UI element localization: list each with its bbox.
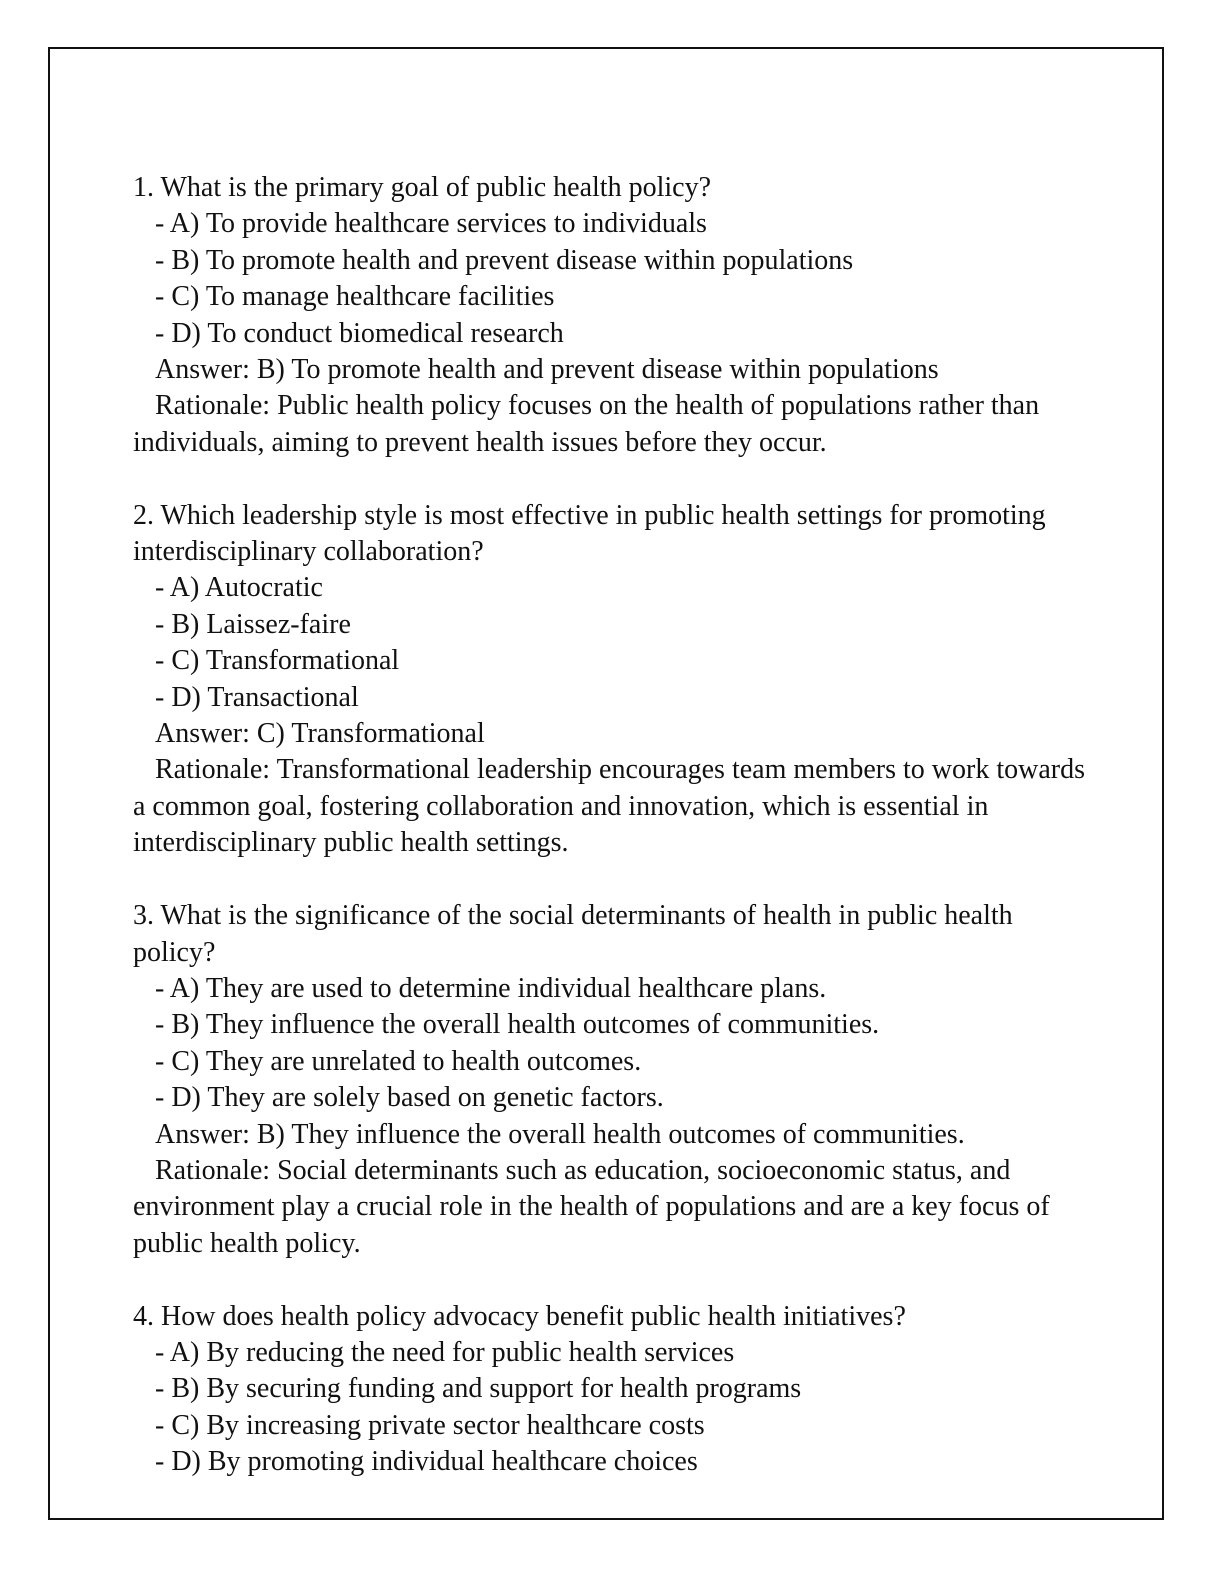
question-text: 1. What is the primary goal of public health policy? xyxy=(133,172,711,203)
question-block-3 xyxy=(133,898,1093,1262)
option-c: - C) By increasing private sector healthcare costs xyxy=(155,1409,705,1441)
question-text: 4. How does health policy advocacy benefit public health initiatives? xyxy=(133,1300,906,1332)
option-b: - B) They influence the overall health outcomes of communities. xyxy=(155,1009,880,1041)
rationale-text: Rationale: Transformational leadership encourages team members to work towards a common goal, fostering collaboration and innovation, which is essential in interdisciplinary public health settings. xyxy=(133,754,1085,859)
option-c: - C) Transformational xyxy=(155,645,400,677)
answer-text: Answer: C) Transformational xyxy=(155,718,485,750)
rationale-text: Rationale: Social determinants such as education, socioeconomic status, and environment play a crucial role in the health of populations and are a key focus of public health policy. xyxy=(133,1154,1050,1259)
option-b: - B) To promote health and prevent disease within populations xyxy=(155,244,854,276)
option-c: - C) They are unrelated to health outcomes. xyxy=(155,1045,642,1077)
option-d: - D) By promoting individual healthcare choices xyxy=(155,1446,698,1478)
option-a: - A) By reducing the need for public health services xyxy=(155,1336,735,1368)
question-text: 2. Which leadership style is most effective in public health settings for promoting interdisciplinary collaboration? xyxy=(133,499,1046,568)
option-c: - C) To manage healthcare facilities xyxy=(155,281,555,313)
option-a: - A) Autocratic xyxy=(155,572,323,604)
option-a: - A) To provide healthcare services to individuals xyxy=(155,208,707,240)
option-b: - B) By securing funding and support for health programs xyxy=(155,1373,802,1405)
option-d: - D) To conduct biomedical research xyxy=(155,317,564,349)
option-b: - B) Laissez-faire xyxy=(155,608,351,640)
question-block-1 xyxy=(133,170,1093,461)
answer-text: Answer: B) To promote health and prevent disease within populations xyxy=(155,354,939,386)
option-d: - D) They are solely based on genetic factors. xyxy=(155,1082,664,1114)
answer-text: Answer: B) They influence the overall health outcomes of communities. xyxy=(155,1118,965,1150)
question-block-4 xyxy=(133,1299,1093,1481)
option-d: - D) Transactional xyxy=(155,681,359,713)
rationale-text: Rationale: Public health policy focuses on the health of populations rather than individuals, aiming to prevent health issues before they occur. xyxy=(133,390,1040,458)
question-block-2 xyxy=(133,498,1093,862)
document-content xyxy=(133,170,1093,1517)
option-a: - A) They are used to determine individual healthcare plans. xyxy=(155,972,827,1004)
question-text: 3. What is the significance of the social determinants of health in public health policy? xyxy=(133,900,1013,968)
